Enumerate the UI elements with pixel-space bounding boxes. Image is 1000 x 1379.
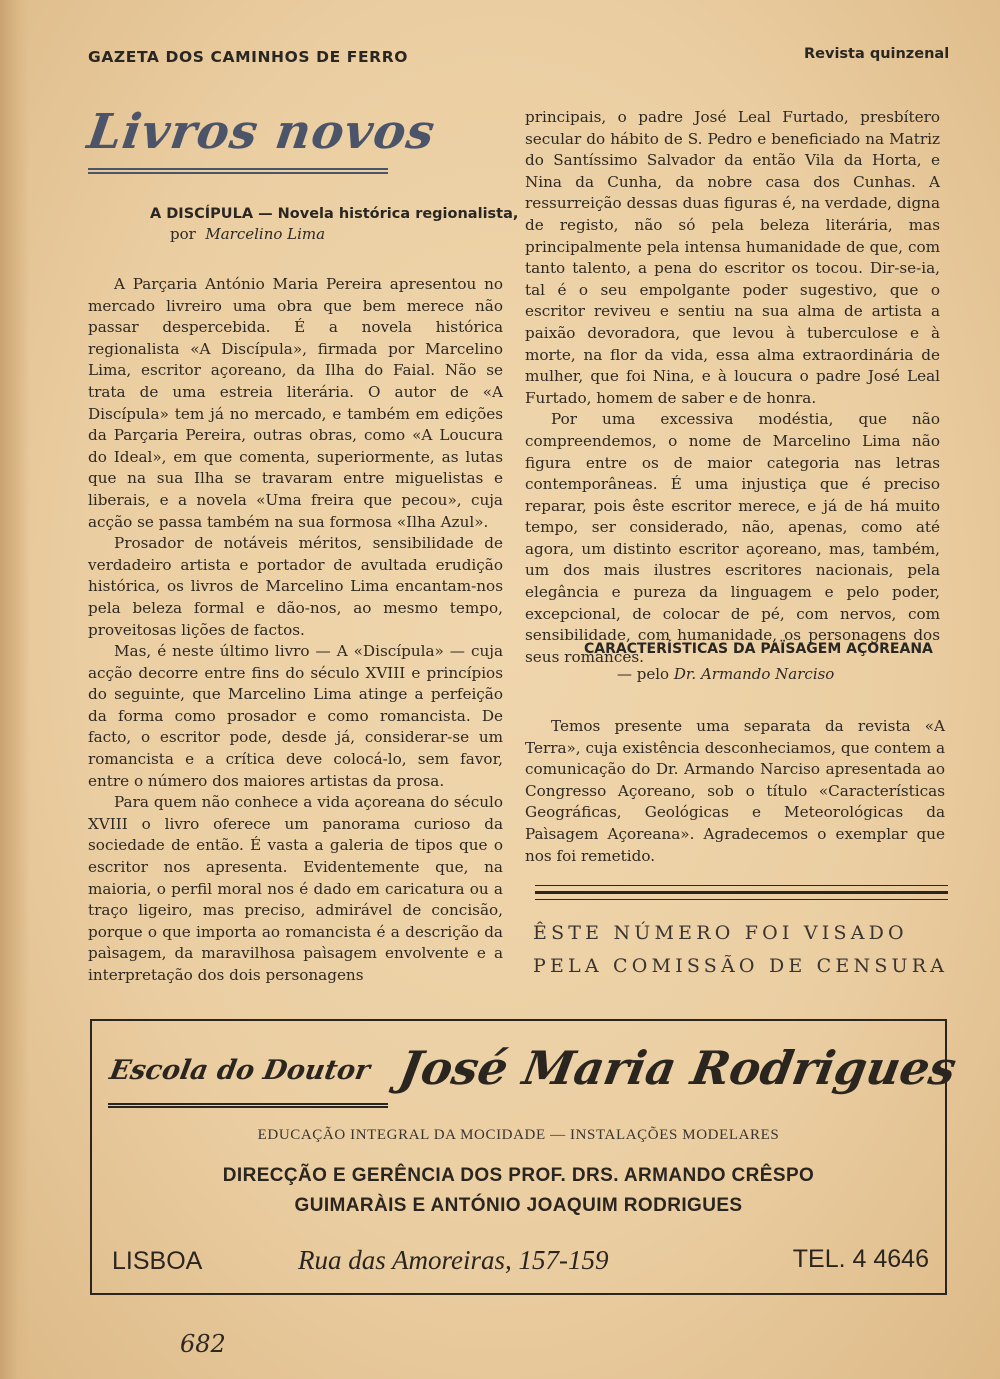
paragraph: A Parçaria António Maria Pereira apresentou no mercado livreiro uma obra que bem merece não passar despercebida. É a novela histórica regionalista «A Discípula», firmada por Marcelino Lima, escritor açoreano, da Ilha do Faial. Não se trata de uma estreia literária. O autor de «A Discípula» tem já no mercado, e também em edições da Parçaria Pereira, outras obras, como «A Loucura do Ideal», em que comenta, superiormente, as lutas que na sua Ilha se travaram entre miguelistas e liberais, e a novela «Uma freira que pecou», cuja acção se passa também na sua formosa «Ilha Azul». bbox=[88, 275, 503, 531]
article2-heading: CARACTERÍSTICAS DA PAÏSAGEM AÇOREANA bbox=[584, 641, 933, 657]
ad-tagline: EDUCAÇÃO INTEGRAL DA MOCIDADE — INSTALAÇÕES MODELARES bbox=[257, 1127, 780, 1143]
school-advertisement bbox=[90, 1019, 961, 1295]
article1-byline bbox=[170, 225, 325, 243]
ad-phone: TEL. 4 4646 bbox=[792, 1245, 929, 1273]
byline-prefix: — pelo bbox=[617, 665, 670, 683]
ad-contact-row bbox=[112, 1243, 929, 1283]
paragraph: Para quem não conhece a vida açoreana do século XVIII o livro oferece um panorama curioso da sociedade de então. É vasta a galeria de tipos que o escritor nos apresenta. Evidentemente que, na maioria, o perfil moral nos é dado em caricatura ou a traço ligeiro, mas preciso, admirável de concisão, porque o que importa ao romancista é a descrição da paìsagem, da maravilhosa paìsagem envolvente e a interpretação dos dois personagens bbox=[88, 793, 503, 984]
article2-body bbox=[525, 716, 945, 867]
ad-address: Rua das Amoreiras, 157-159 bbox=[298, 1245, 609, 1275]
publication-title: GAZETA DOS CAMINHOS DE FERRO bbox=[88, 48, 409, 66]
paragraph: Mas, é neste último livro — A «Discípula» — cuja acção decorre entre fins do século XVIII e princípios do seguinte, que Marcelino Lima atinge a perfeição da forma como prosador e como romancista. De facto, o escritor pode, desde já, considerar-se um romancista e a crítica deve colocá-lo, sem favor, entre o número dos maiores artistas da prosa. bbox=[88, 642, 503, 790]
censorship-notice-line1: ÊSTE NÚMERO FOI VISADO bbox=[533, 922, 908, 944]
ad-direction bbox=[92, 1161, 945, 1221]
paragraph: Por uma excessiva modéstia, que não compreendemos, o nome de Marcelino Lima não figura entre os de maior categoria nas letras contemporâneas. É uma injustiça que é preciso reparar, pois êste escritor merece, e já de há muito tempo, ser considerado, não, apenas, como até agora, um distinto escritor açoreano, mas, também, um dos mais ilustres escritores nacionais, pela elegância e pureza da linguagem e pelo poder, excepcional, de colocar de pé, com nervos, com sensibilidade, com humanidade, os personagens dos seus romances. bbox=[525, 410, 940, 666]
paragraph: Prosador de notáveis méritos, sensibilidade de verdadeiro artista e portador de avultada erudição histórica, os livros de Marcelino Lima encantam-nos pela beleza formal e dão-nos, ao mesmo tempo, proveitosas lições de factos. bbox=[88, 534, 503, 639]
article1-column-right bbox=[525, 107, 940, 668]
section-title: Livros novos bbox=[84, 104, 439, 160]
article2-author: Dr. Armando Narciso bbox=[673, 665, 835, 683]
paragraph: principais, o padre José Leal Furtado, presbítero secular do hábito de S. Pedro e beneficiado na Matriz do Santíssimo Salvador da então Vila da Horta, e Nina da Cunha, da nobre casa dos Cunhas. A ressurreição dessas duas figuras é, na verdade, digna de registo, não só pela beleza literária, mas principalmente pela intensa humanidade de que, com tanto talento, a pena do escritor os tocou. Dir-se-ia, tal é o seu empolgante poder sugestivo, que o escritor reviveu e sentiu na sua alma de artista a paixão devoradora, que levou à tuberculose e à morte, na flor da vida, essa alma extraordinária de mulher, que foi Nina, e à loucura o padre José Leal Furtado, homem de saber e de honra. bbox=[525, 108, 940, 407]
ad-school-name: José Maria Rodrigues bbox=[395, 1041, 961, 1095]
paragraph: Temos presente uma separata da revista «A Terra», cuja existência desconheciamos, que contem a comunicação do Dr. Armando Narciso apresentada ao Congresso Açoreano, sob o título «Características Geográficas, Geológicas e Meteorológicas da Paìsagem Açoreana». Agradecemos o exemplar que nos foi remetido. bbox=[525, 717, 945, 865]
ad-direction-line2: GUIMARÀIS E ANTÓNIO JOAQUIM RODRIGUES bbox=[294, 1195, 743, 1216]
ad-city: LISBOA bbox=[112, 1247, 203, 1275]
double-rule-divider bbox=[535, 885, 948, 901]
ad-prefix-rule bbox=[108, 1103, 388, 1108]
ad-school-prefix: Escola do Doutor bbox=[107, 1055, 373, 1086]
article2-byline bbox=[617, 665, 834, 683]
article1-author: Marcelino Lima bbox=[205, 225, 326, 243]
page-edge-shadow bbox=[0, 0, 30, 1379]
byline-prefix: por bbox=[170, 225, 196, 243]
section-title-rule bbox=[88, 168, 388, 174]
ad-direction-line1: DIRECÇÃO E GERÊNCIA DOS PROF. DRS. ARMANDO CRÊSPO bbox=[222, 1165, 815, 1186]
article1-heading: A DISCÍPULA — Novela histórica regionalista, bbox=[150, 206, 519, 222]
article1-column-left bbox=[88, 274, 503, 987]
page-number: 682 bbox=[180, 1330, 226, 1358]
publication-frequency: Revista quinzenal bbox=[804, 46, 950, 62]
censorship-notice-line2: PELA COMISSÃO DE CENSURA bbox=[533, 955, 949, 977]
